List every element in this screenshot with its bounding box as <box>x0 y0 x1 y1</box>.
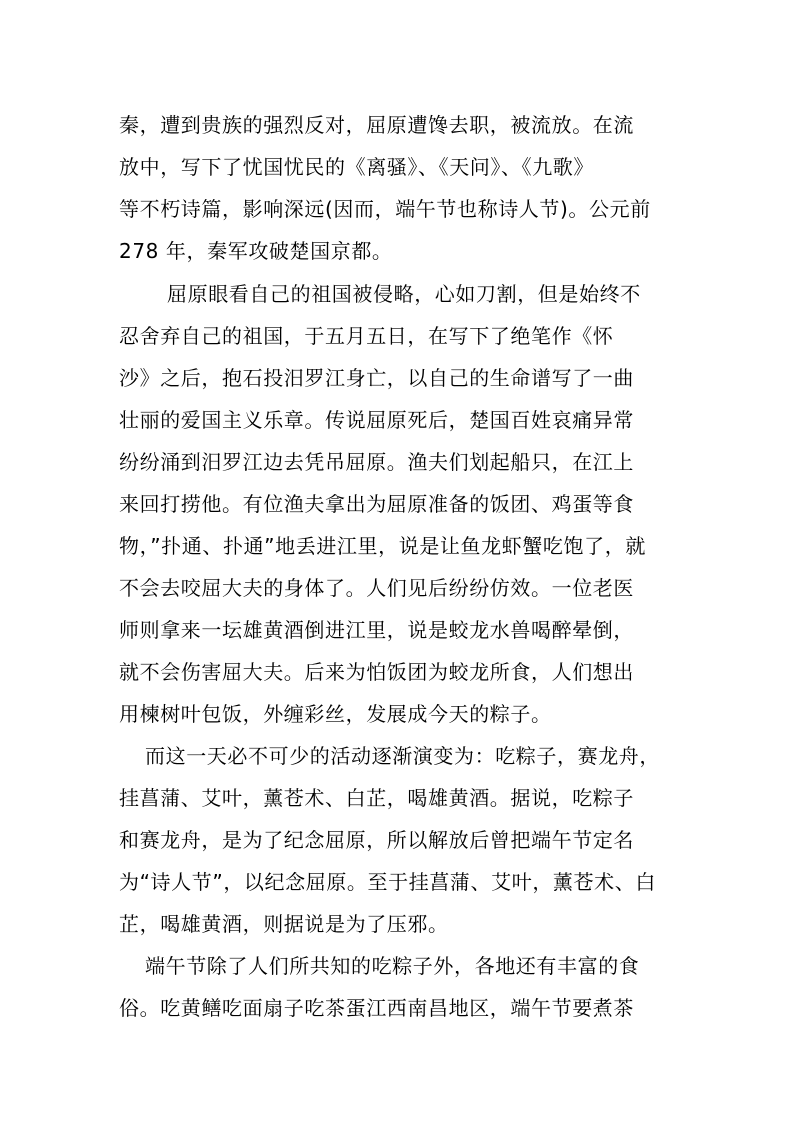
text-line: 物，”扑通、扑通”地丢进江里，说是让鱼龙虾蟹吃饱了，就 <box>119 534 646 558</box>
text-line: 纷纷涌到汨罗江边去凭吊屈原。渔夫们划起船只，在江上 <box>119 450 634 474</box>
text-line: 忍舍弃自己的祖国，于五月五日，在写下了绝笔作《怀 <box>119 324 614 348</box>
text-line: 和赛龙舟，是为了纪念屈原，所以解放后曾把端午节定名 <box>119 828 634 852</box>
text-line: 师则拿来一坛雄黄酒倒进江里，说是蛟龙水兽喝醉晕倒， <box>119 618 634 642</box>
text-line: 用楝树叶包饭，外缠彩丝，发展成今天的粽子。 <box>119 702 552 726</box>
text-line: 芷，喝雄黄酒，则据说是为了压邪。 <box>119 912 449 936</box>
text-line: 屈原眼看自己的祖国被侵略，心如刀割，但是始终不 <box>167 282 641 306</box>
text-line: 来回打捞他。有位渔夫拿出为屈原准备的饭团、鸡蛋等食 <box>119 492 634 516</box>
text-line: 秦，遭到贵族的强烈反对，屈原遭馋去职，被流放。在流 <box>119 113 634 137</box>
text-line: 俗。吃黄鳝吃面扇子吃茶蛋江西南昌地区，端午节要煮茶 <box>119 996 634 1020</box>
text-line: 278 年，秦军攻破楚国京都。 <box>119 239 393 263</box>
text-line: 而这一天必不可少的活动逐渐演变为：吃粽子，赛龙舟， <box>145 744 660 768</box>
text-line: 挂菖蒲、艾叶，薰苍术、白芷，喝雄黄酒。据说，吃粽子 <box>119 786 634 810</box>
text-line: 放中，写下了忧国忧民的《离骚》、《天问》、《九歌》 <box>119 155 594 179</box>
text-line: 就不会伤害屈大夫。后来为怕饭团为蛟龙所食，人们想出 <box>119 660 634 684</box>
text-line: 为“诗人节”，以纪念屈原。至于挂菖蒲、艾叶，薰苍术、白 <box>119 870 656 894</box>
text-line: 壮丽的爱国主义乐章。传说屈原死后，楚国百姓哀痛异常 <box>119 408 634 432</box>
text-line: 沙》之后，抱石投汨罗江身亡，以自己的生命谱写了一曲 <box>119 366 634 390</box>
text-line: 等不朽诗篇，影响深远(因而，端午节也称诗人节)。公元前 <box>119 197 651 221</box>
text-line: 端午节除了人们所共知的吃粽子外，各地还有丰富的食 <box>145 954 640 978</box>
text-line: 不会去咬屈大夫的身体了。人们见后纷纷仿效。一位老医 <box>119 576 634 600</box>
